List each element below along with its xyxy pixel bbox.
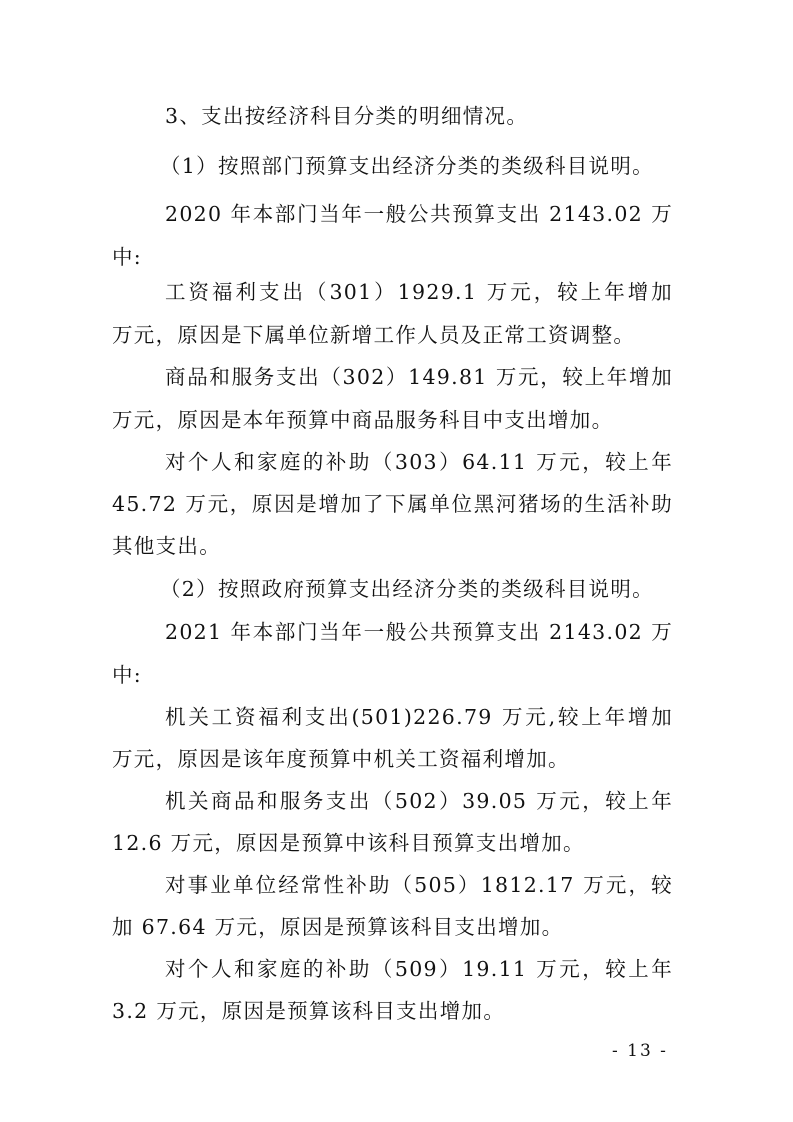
paragraph-line: 对个人和家庭的补助（303）64.11 万元，较上年: [165, 450, 673, 474]
paragraph-line: 机关工资福利支出(501)226.79 万元,较上年增加: [165, 705, 673, 729]
paragraph-line: 中:: [112, 245, 143, 269]
paragraph-line: 万元，原因是本年预算中商品服务科目中支出增加。: [112, 408, 614, 432]
subsection-heading-2: （2）按照政府预算支出经济分类的类级科目说明。: [160, 577, 654, 601]
paragraph-line: 万元，原因是下属单位新增工作人员及正常工资调整。: [112, 323, 636, 347]
paragraph-line: 中:: [112, 663, 143, 687]
section-heading: 3、支出按经济科目分类的明细情况。: [165, 104, 529, 128]
paragraph-line: 2020 年本部门当年一般公共预算支出 2143.02 万: [165, 202, 673, 226]
paragraph-line: 加 67.64 万元，原因是预算该科目支出增加。: [112, 915, 564, 939]
paragraph-line: 12.6 万元，原因是预算中该科目预算支出增加。: [112, 831, 585, 855]
paragraph-line: 对个人和家庭的补助（509）19.11 万元，较上年: [165, 957, 673, 981]
paragraph-line: 45.72 万元，原因是增加了下属单位黑河猪场的生活补助: [112, 492, 673, 516]
paragraph-line: 商品和服务支出（302）149.81 万元，较上年增加: [165, 365, 673, 389]
paragraph-line: 2021 年本部门当年一般公共预算支出 2143.02 万: [165, 620, 673, 644]
paragraph-line: 对事业单位经常性补助（505）1812.17 万元，较: [165, 873, 673, 897]
paragraph-line: 机关商品和服务支出（502）39.05 万元，较上年: [165, 789, 673, 813]
paragraph-line: 工资福利支出（301）1929.1 万元，较上年增加: [165, 280, 673, 304]
paragraph-line: 万元，原因是该年度预算中机关工资福利增加。: [112, 747, 570, 771]
page-number: - 13 -: [612, 1041, 668, 1061]
subsection-heading-1: （1）按照部门预算支出经济分类的类级科目说明。: [160, 154, 654, 178]
paragraph-line: 3.2 万元，原因是预算该科目支出增加。: [112, 999, 506, 1023]
paragraph-line: 其他支出。: [112, 534, 221, 558]
